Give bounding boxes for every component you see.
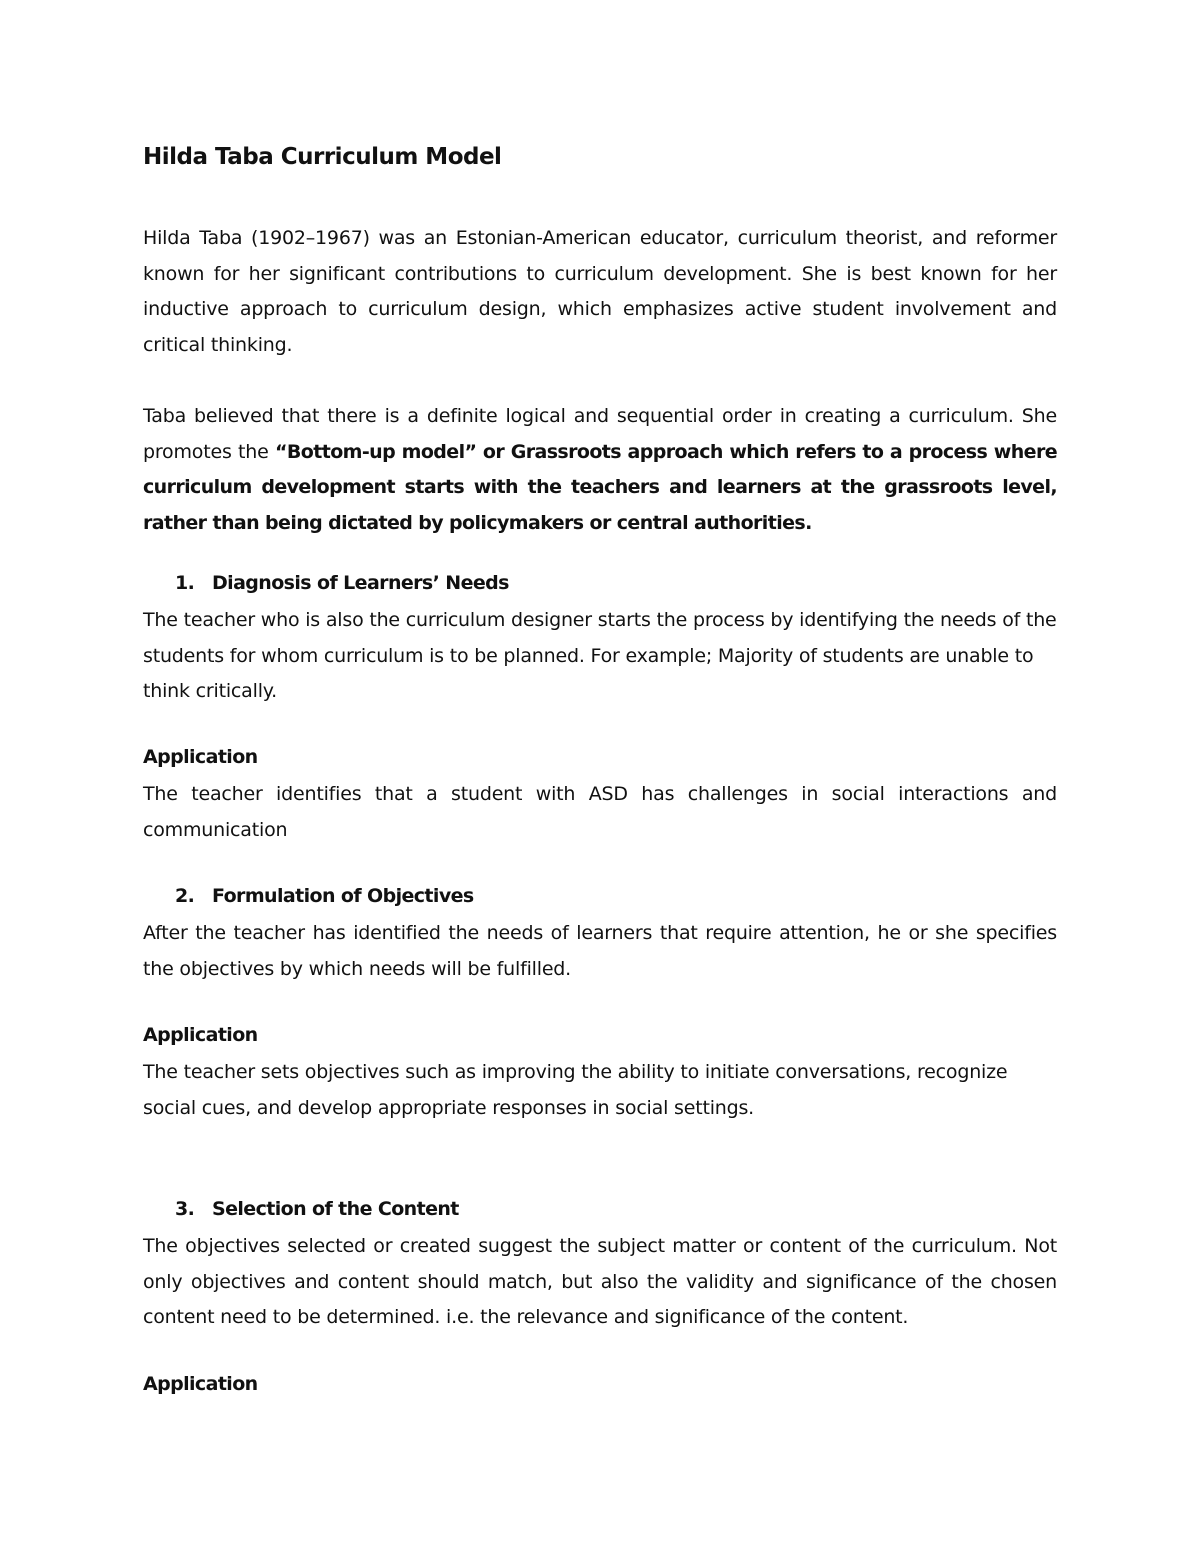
- step-2-title: Formulation of Objectives: [212, 885, 474, 907]
- step-2-heading: [175, 885, 474, 907]
- step-2-text: After the teacher has identified the needs of learners that require attention, he or she specifies the objectives by which needs will be fulfilled.: [143, 922, 1057, 980]
- document-title: Hilda Taba Curriculum Model: [143, 144, 502, 170]
- step-3-title: Selection of the Content: [212, 1198, 459, 1220]
- intro-paragraph: Hilda Taba (1902–1967) was an Estonian-American educator, curriculum theorist, and reformer known for her significant contributions to curriculum development. She is best known for her inductive approach to curriculum design, which emphasizes active student involvement and critical thinking.: [143, 227, 1057, 356]
- step-2-application-label: Application: [143, 1024, 258, 1046]
- step-1-text: The teacher who is also the curriculum designer starts the process by identifying the needs of the students for whom curriculum is to be planned. For example; Majority of students are unable to think critically.: [143, 609, 1057, 702]
- belief-paragraph: [143, 399, 1057, 541]
- step-3-text: The objectives selected or created suggest the subject matter or content of the curriculum. Not only objectives and content should match, but also the validity and significance of the chosen content need to be determined. i.e. the relevance and significance of the content.: [143, 1235, 1057, 1328]
- step-1-heading: [175, 572, 509, 594]
- step-3-heading: [175, 1198, 459, 1220]
- step-3-application-label: Application: [143, 1373, 258, 1395]
- document-page: [143, 0, 1057, 1553]
- step-1-title: Diagnosis of Learners’ Needs: [212, 572, 509, 594]
- belief-emphasis-text: “Bottom-up model” or Grassroots approach which refers to a process where curriculum development starts with the teachers and learners at the grassroots level, rather than being dictated by policymakers or central authorities.: [143, 440, 1057, 534]
- step-1-application-text: The teacher identifies that a student with ASD has challenges in social interactions and communication: [143, 783, 1057, 841]
- belief-lead-text: Taba believed that there is a definite logical and sequential order in creating a curriculum. She promotes the: [143, 405, 1057, 463]
- step-3-number: 3.: [175, 1198, 195, 1220]
- step-2-application-text: The teacher sets objectives such as improving the ability to initiate conversations, recognize social cues, and develop appropriate responses in social settings.: [143, 1061, 1008, 1119]
- step-1-application-label: Application: [143, 746, 258, 768]
- step-2-number: 2.: [175, 885, 195, 907]
- step-1-number: 1.: [175, 572, 195, 594]
